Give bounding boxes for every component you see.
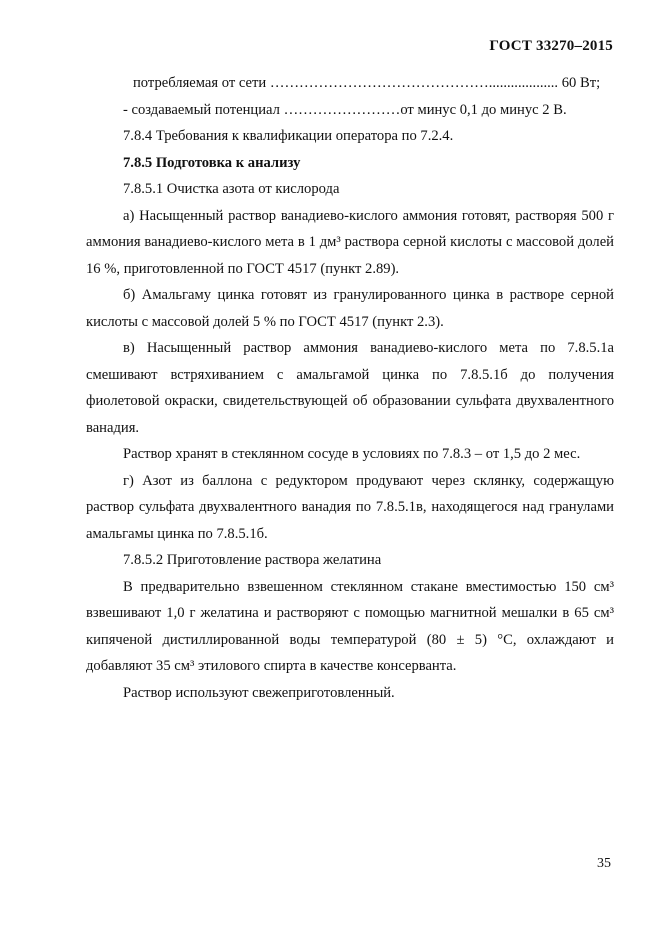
paragraph-item-a: а) Насыщенный раствор ванадиево-кислого аммония готовят, растворяя 500 г аммония ванадиево-кислого мета в 1 дм³ раствора серной кислоты с массовой долей 16 %, приготовленной по ГОСТ 4517 (пункт 2.89). — [86, 207, 614, 277]
paragraph-power-consumption: потребляемая от сети ………………………………………................... 60 Вт; — [133, 75, 601, 91]
document-body — [86, 70, 614, 706]
paragraph-item-v: в) Насыщенный раствор аммония ванадиево-кислого мета по 7.8.5.1а смешивают встряхиванием с амальгамой цинка по 7.8.5.1б до получения фиолетовой окраски, свидетельствующей об образовании сульфата двухвалентного ванадия. — [86, 340, 614, 436]
page-number: 35 — [597, 856, 611, 871]
paragraph-fresh-solution: Раствор используют свежеприготовленный. — [123, 684, 395, 701]
subsection-heading-7-8-5-2: 7.8.5.2 Приготовление раствора желатина — [123, 552, 382, 568]
paragraph-7-8-4: 7.8.4 Требования к квалификации оператора по 7.2.4. — [123, 128, 454, 144]
paragraph-storage: Раствор хранят в стеклянном сосуде в условиях по 7.8.3 – от 1,5 до 2 мес. — [123, 446, 581, 462]
paragraph-gelatin-preparation: В предварительно взвешенном стеклянном стакане вместимостью 150 см³ взвешивают 1,0 г желатина и растворяют с помощью магнитной мешалки в 65 см³ кипяченой дистиллированной воды температурой (80 ± 5) °С, охлаждают и добавляют 35 см³ этилового спирта в качестве консерванта. — [86, 578, 614, 674]
subsection-heading-7-8-5-1: 7.8.5.1 Очистка азота от кислорода — [123, 181, 340, 197]
section-heading-7-8-5: 7.8.5 Подготовка к анализу — [123, 154, 301, 171]
document-header: ГОСТ 33270–2015 — [489, 38, 613, 54]
paragraph-item-b: б) Амальгаму цинка готовят из гранулированного цинка в растворе серной кислоты с массовой долей 5 % по ГОСТ 4517 (пункт 2.3). — [86, 287, 614, 330]
paragraph-item-g: г) Азот из баллона с редуктором продувают через склянку, содержащую раствор сульфата двухвалентного ванадия по 7.8.5.1в, находящегося над гранулами амальгамы цинка по 7.8.5.1б. — [86, 472, 614, 542]
paragraph-potential: - создаваемый потенциал ……………………от минус 0,1 до минус 2 В. — [123, 101, 567, 118]
